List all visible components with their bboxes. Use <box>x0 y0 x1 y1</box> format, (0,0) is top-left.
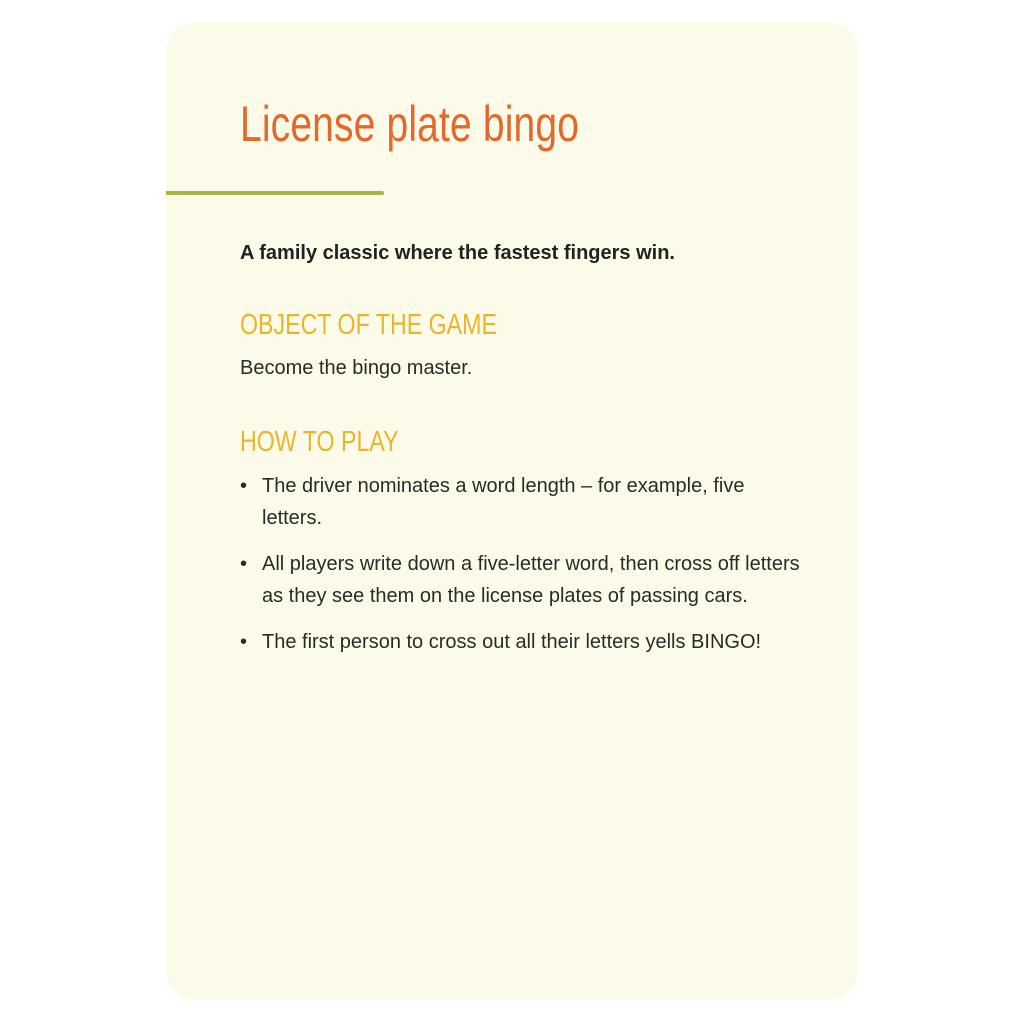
how-to-play-heading: HOW TO PLAY <box>240 426 399 458</box>
bullet-icon: • <box>240 553 248 575</box>
card-title: License plate bingo <box>240 96 580 152</box>
list-item <box>240 626 800 658</box>
how-to-play-list <box>240 470 800 672</box>
step-text: The driver nominates a word length – for example, five letters. <box>262 475 745 529</box>
object-heading: OBJECT OF THE GAME <box>240 309 497 341</box>
card-tagline: A family classic where the fastest fingers win. <box>240 242 675 264</box>
bullet-icon: • <box>240 475 248 497</box>
list-item <box>240 548 800 612</box>
step-text: All players write down a five-letter word, then cross off letters as they see them on the license plates of passing cars. <box>262 553 800 607</box>
step-text: The first person to cross out all their letters yells BINGO! <box>262 631 762 653</box>
list-item <box>240 470 800 534</box>
object-text: Become the bingo master. <box>240 357 473 379</box>
bullet-icon: • <box>240 631 248 653</box>
title-divider <box>166 191 384 195</box>
game-card <box>166 22 858 1000</box>
